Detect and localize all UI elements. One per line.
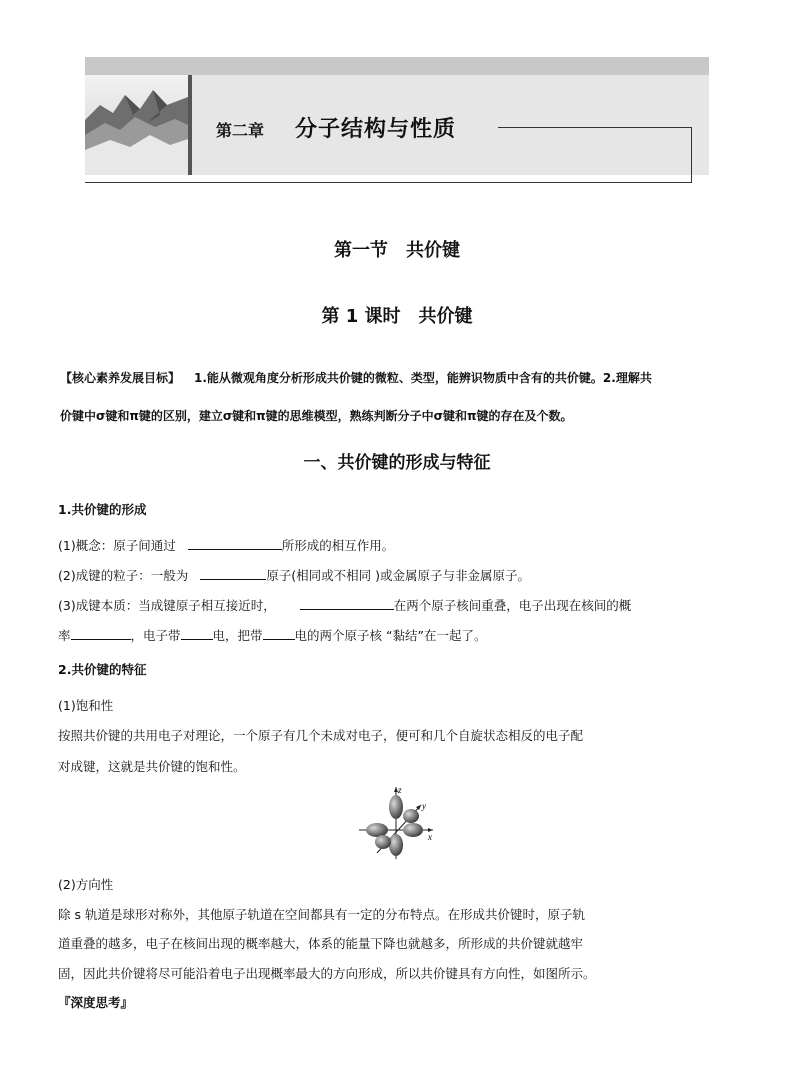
banner-frame-line xyxy=(498,127,692,128)
fill-blank[interactable] xyxy=(181,627,213,640)
lesson-title: 第 1 课时 共价键 xyxy=(321,306,473,327)
fill-blank[interactable] xyxy=(71,627,131,640)
banner-frame-line xyxy=(85,182,692,183)
goals-line xyxy=(60,369,652,387)
goals-text: 1.能从微观角度分析形成共价键的微粒、类型，能辨识物质中含有的共价键。2.理解共 xyxy=(194,371,652,385)
goals-text: 价键中σ键和π键的区别，建立σ键和π键的思维模型，熟练判断分子中σ键和π键的存在及个数。 xyxy=(60,409,573,423)
sub-subheading: (2)方向性 xyxy=(58,877,114,892)
orbital-diagram xyxy=(355,783,437,861)
paragraph xyxy=(58,627,486,645)
paragraph xyxy=(58,597,631,615)
text: (1)概念：原子间通过 xyxy=(58,538,176,553)
chapter-number: 第二章 xyxy=(216,121,265,140)
banner-separator xyxy=(188,75,192,175)
text: 电的两个原子核 “黏结”在一起了。 xyxy=(294,628,487,643)
fill-blank[interactable] xyxy=(300,597,394,610)
deep-think-label: 『深度思考』 xyxy=(58,995,134,1010)
banner-frame-line xyxy=(691,127,692,183)
text: 原子(相同或不相同 )或金属原子与非金属原子。 xyxy=(266,568,530,583)
text: 在两个原子核间重叠，电子出现在核间的概 xyxy=(393,598,632,613)
banner-top-stripe xyxy=(85,57,709,75)
fill-blank[interactable] xyxy=(188,537,282,550)
fill-blank[interactable] xyxy=(200,567,266,580)
fill-blank[interactable] xyxy=(263,627,295,640)
subheading: 1.共价键的形成 xyxy=(58,502,147,517)
subheading: 2.共价键的特征 xyxy=(58,662,147,677)
text: ，电子带 xyxy=(130,628,181,643)
text: (3)成键本质：当成键原子相互接近时， xyxy=(58,598,276,613)
text: (2)成键的粒子：一般为 xyxy=(58,568,189,583)
text: 所形成的相互作用。 xyxy=(281,538,395,553)
text: 电，把带 xyxy=(212,628,263,643)
chapter-title: 分子结构与性质 xyxy=(295,117,457,142)
paragraph xyxy=(58,537,394,555)
sub-subheading: (1)饱和性 xyxy=(58,698,114,713)
section-title: 第一节 共价键 xyxy=(334,240,460,261)
goals-line xyxy=(60,407,573,425)
paragraph: 道重叠的越多，电子在核间出现的概率越大，体系的能量下降也就越多，所形成的共价键就越牢 xyxy=(58,936,584,951)
axis-label-y: y xyxy=(422,801,426,811)
paragraph xyxy=(58,567,530,585)
paragraph: 除 s 轨道是球形对称外，其他原子轨道在空间都具有一定的分布特点。在形成共价键时，原子轨 xyxy=(58,907,585,922)
paragraph: 按照共价键的共用电子对理论，一个原子有几个未成对电子，便可和几个自旋状态相反的电子配 xyxy=(58,728,584,743)
goals-label: 【核心素养发展目标】 xyxy=(60,371,181,385)
heading-1: 一、共价键的形成与特征 xyxy=(303,453,491,473)
mountain-image xyxy=(85,75,188,175)
axis-label-z: z xyxy=(398,785,402,795)
text: 率 xyxy=(58,628,71,643)
axis-label-x: x xyxy=(428,832,432,842)
paragraph: 固，因此共价键将尽可能沿着电子出现概率最大的方向形成，所以共价键具有方向性，如图所示。 xyxy=(58,966,596,981)
paragraph: 对成键，这就是共价键的饱和性。 xyxy=(58,759,246,774)
